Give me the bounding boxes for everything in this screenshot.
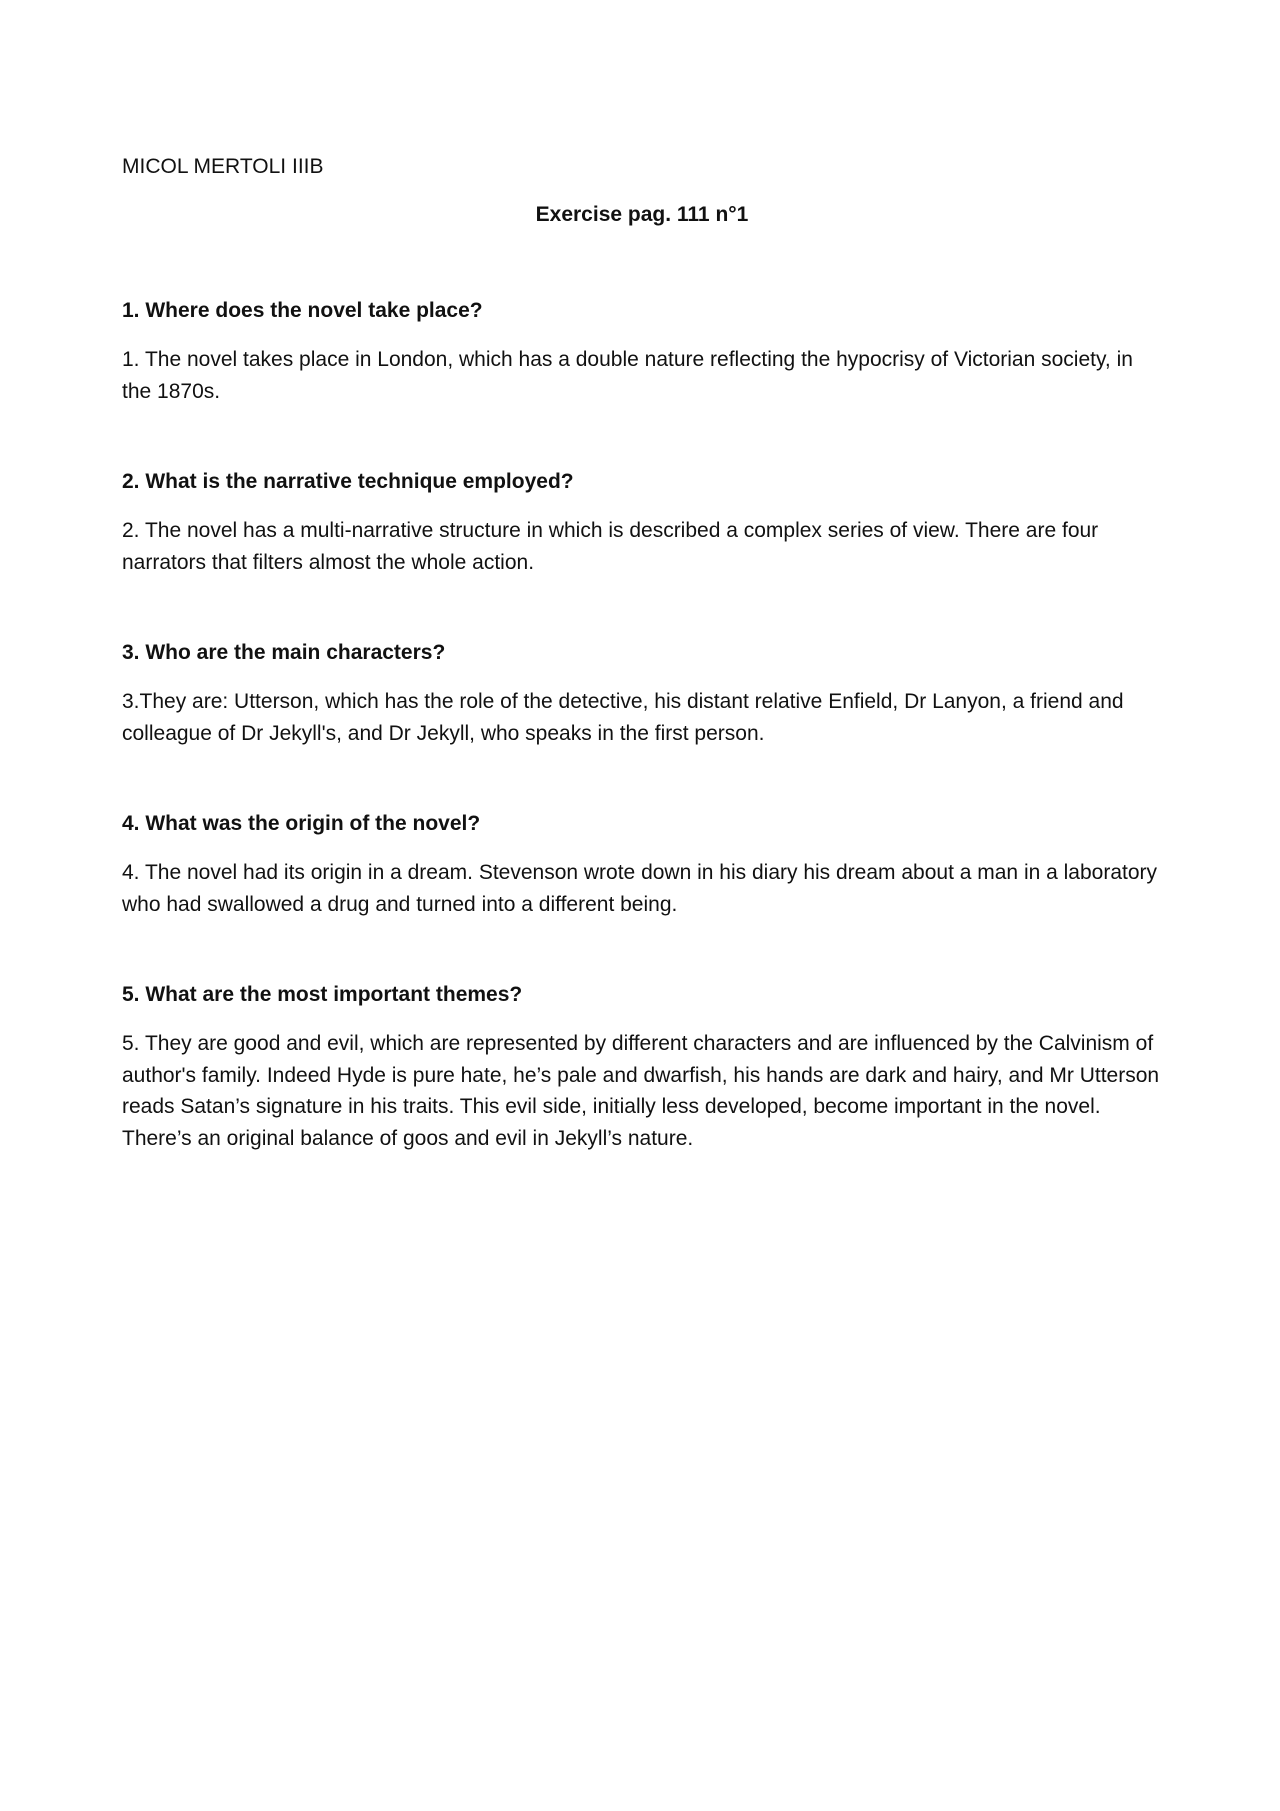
- qa-block-1: [122, 296, 1162, 407]
- answer-5: 5. They are good and evil, which are represented by different characters and are influenced by the Calvinism of author's family. Indeed Hyde is pure hate, he’s pale and dwarfish, his hands are dark and hairy, and Mr Utterson reads Satan’s signature in his traits. This evil side, initially less developed, become important in the novel. There’s an original balance of goos and evil in Jekyll’s nature.: [122, 1032, 1160, 1150]
- question-3: 3. Who are the main characters?: [122, 641, 446, 664]
- question-5: 5. What are the most important themes?: [122, 983, 523, 1006]
- qa-block-2: [122, 467, 1162, 578]
- author-line: MICOL MERTOLI IIIB: [122, 155, 324, 178]
- answer-4: 4. The novel had its origin in a dream. Stevenson wrote down in his diary his dream about a man in a laboratory who had swallowed a drug and turned into a different being.: [122, 861, 1158, 916]
- question-4: 4. What was the origin of the novel?: [122, 812, 481, 835]
- qa-block-4: [122, 809, 1162, 920]
- answer-1: 1. The novel takes place in London, which has a double nature reflecting the hypocrisy of Victorian society, in the 1870s.: [122, 348, 1133, 403]
- exercise-title: Exercise pag. 111 n°1: [535, 203, 749, 226]
- qa-block-3: [122, 638, 1162, 749]
- answer-2: 2. The novel has a multi-narrative structure in which is described a complex series of view. There are four narrators that filters almost the whole action.: [122, 519, 1099, 574]
- document-body: [122, 152, 1162, 1154]
- qa-block-5: [122, 980, 1162, 1154]
- question-2: 2. What is the narrative technique employed?: [122, 470, 574, 493]
- question-1: 1. Where does the novel take place?: [122, 299, 483, 322]
- answer-3: 3.They are: Utterson, which has the role of the detective, his distant relative Enfield, Dr Lanyon, a friend and colleague of Dr Jekyll's, and Dr Jekyll, who speaks in the first person.: [122, 690, 1124, 745]
